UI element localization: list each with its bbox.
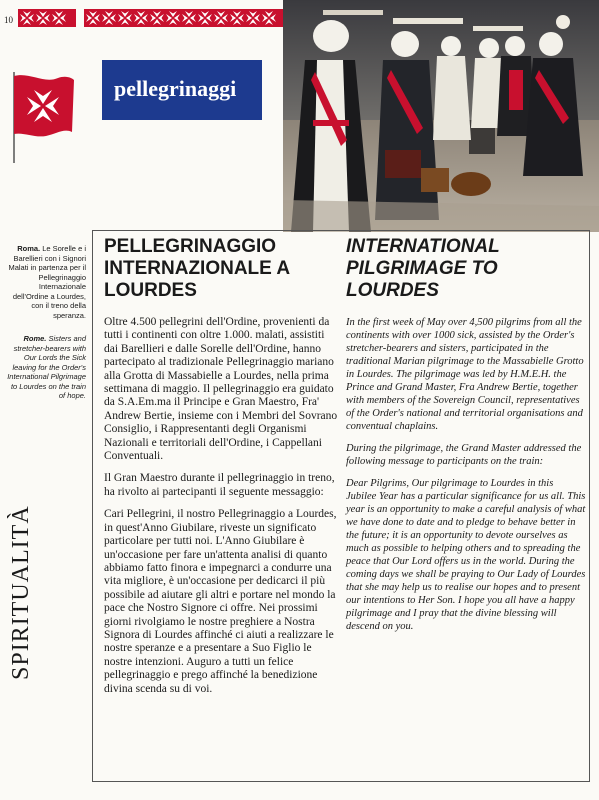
paragraph: During the pilgrimage, the Grand Master addressed the following message to participants on the train:	[346, 443, 582, 467]
maltese-cross-icon	[20, 11, 34, 25]
maltese-cross-icon	[198, 11, 212, 25]
maltese-cross-icon	[246, 11, 260, 25]
maltese-cross-icon	[102, 11, 116, 25]
order-flag-icon	[6, 70, 76, 165]
article-title-italian: PELLEGRINAGGIO INTERNAZIONALE A LOURDES	[104, 236, 290, 301]
maltese-cross-icon	[52, 11, 66, 25]
page-number: 10	[4, 15, 13, 25]
maltese-cross-icon	[36, 11, 50, 25]
paragraph: Cari Pellegrini, il nostro Pellegrinaggio a Lourdes, in quest'Anno Giubilare, riveste un significato particolare per tutti noi. L'Anno Giubilare è un'occasione per fare un'attenta analisi di quanto abbiamo fatto finora e impegnarci a condurre una vita migliore, è un'occasione per dedicarci il più possibile ad aiutare gli altri e portare nel mondo la pace che Nostro Signore ci offre. Nei prossimi giorni rivolgiamo le nostre preghiere a Nostra Signora di Lourdes affinché ci aiuti a realizzare le nostre speranze e a presentare a Suo Figlio le nostre intenzioni. Auguro a tutti un felice pellegrinaggio e prego affinché la benedizione divina scenda su di voi.	[104, 508, 337, 695]
pilgrims-station-photo	[283, 0, 599, 232]
paragraph: Oltre 4.500 pellegrini dell'Ordine, provenienti da tutti i continenti con oltre 1.000. malati, assistiti dai Barellieri e dalle Sorelle dell'Ordine, hanno partecipato al tradizionale Pellegrinaggio mariano alla Grotta di Massabielle a Lourdes, nella prima settimana di maggio. Il pellegrinaggio era guidato da S.A.Em.ma il Principe e Gran Maestro, Fra' Andrew Bertie, insieme con i Membri del Sovrano Consiglio, i Rappresentanti degli Organismi Nazionali e territoriali dell'Ordine, i Cappellani Conventuali.	[104, 316, 338, 463]
article-title-english: INTERNATIONAL PILGRIMAGE TO LOURDES	[346, 236, 500, 301]
article-body-italian	[104, 316, 338, 696]
maltese-cross-icon	[150, 11, 164, 25]
maltese-cross-icon	[230, 11, 244, 25]
maltese-cross-icon	[214, 11, 228, 25]
section-vertical-label: SPIRITUALITÀ	[8, 505, 34, 680]
section-label: pellegrinaggi	[114, 76, 237, 101]
maltese-cross-icon	[118, 11, 132, 25]
maltese-cross-strip-left	[18, 9, 76, 27]
section-label-box	[102, 60, 262, 120]
photo-illustration	[283, 0, 599, 232]
maltese-cross-icon	[134, 11, 148, 25]
maltese-cross-icon	[166, 11, 180, 25]
photo-caption-english: Rome. Sisters and stretcher-bearers with Our Lords the Sick leaving for the Order's International Pilgrimage to Lourdes on the train of hope.	[7, 334, 86, 400]
photo-caption-italian: Roma. Le Sorelle e i Barellieri con i Signori Malati in partenza per il Pellegrinaggio Internazionale dell'Ordine a Lourdes, con il treno della speranza.	[8, 244, 86, 320]
article-column-english	[346, 236, 586, 642]
article-column-italian	[104, 236, 338, 705]
paragraph: Dear Pilgrims, Our pilgrimage to Lourdes in this Jubilee Year has a particular significance for us all. This year is an opportunity to make a careful analysis of what we have done to date and to pledge to behave better in the future; it is an opportunity to devote ourselves as much as possible to helping others and to spreading the peace that Our Lord offers us in the world. During the coming days we shall be praying to Our Lady of Lourdes that she may help us to realise our hopes and to present our intentions to Her Son. I hope you all have a happy pilgrimage and I pray that the divine blessing will descend on you.	[346, 478, 586, 632]
maltese-cross-icon	[262, 11, 276, 25]
maltese-cross-strip-right	[84, 9, 286, 27]
paragraph: In the first week of May over 4,500 pilgrims from all the continents with over 1000 sick, assisted by the Order's stretcher-bearers and sisters, participated in the traditional Marian pilgrimage to the Massabielle Grotto in Lourdes. The pilgrimage was led by H.M.E.H. the Prince and Grand Master, Fra Andrew Bertie, together with members of the Sovereign Council, representatives of the Order's national and territorial organisations and conventual chaplains.	[346, 317, 584, 432]
maltese-cross-icon	[86, 11, 100, 25]
article-body-english	[346, 316, 586, 633]
left-margin-column	[0, 40, 92, 800]
maltese-cross-icon	[182, 11, 196, 25]
paragraph: Il Gran Maestro durante il pellegrinaggio in treno, ha rivolto ai partecipanti il seguente messaggio:	[104, 472, 335, 498]
